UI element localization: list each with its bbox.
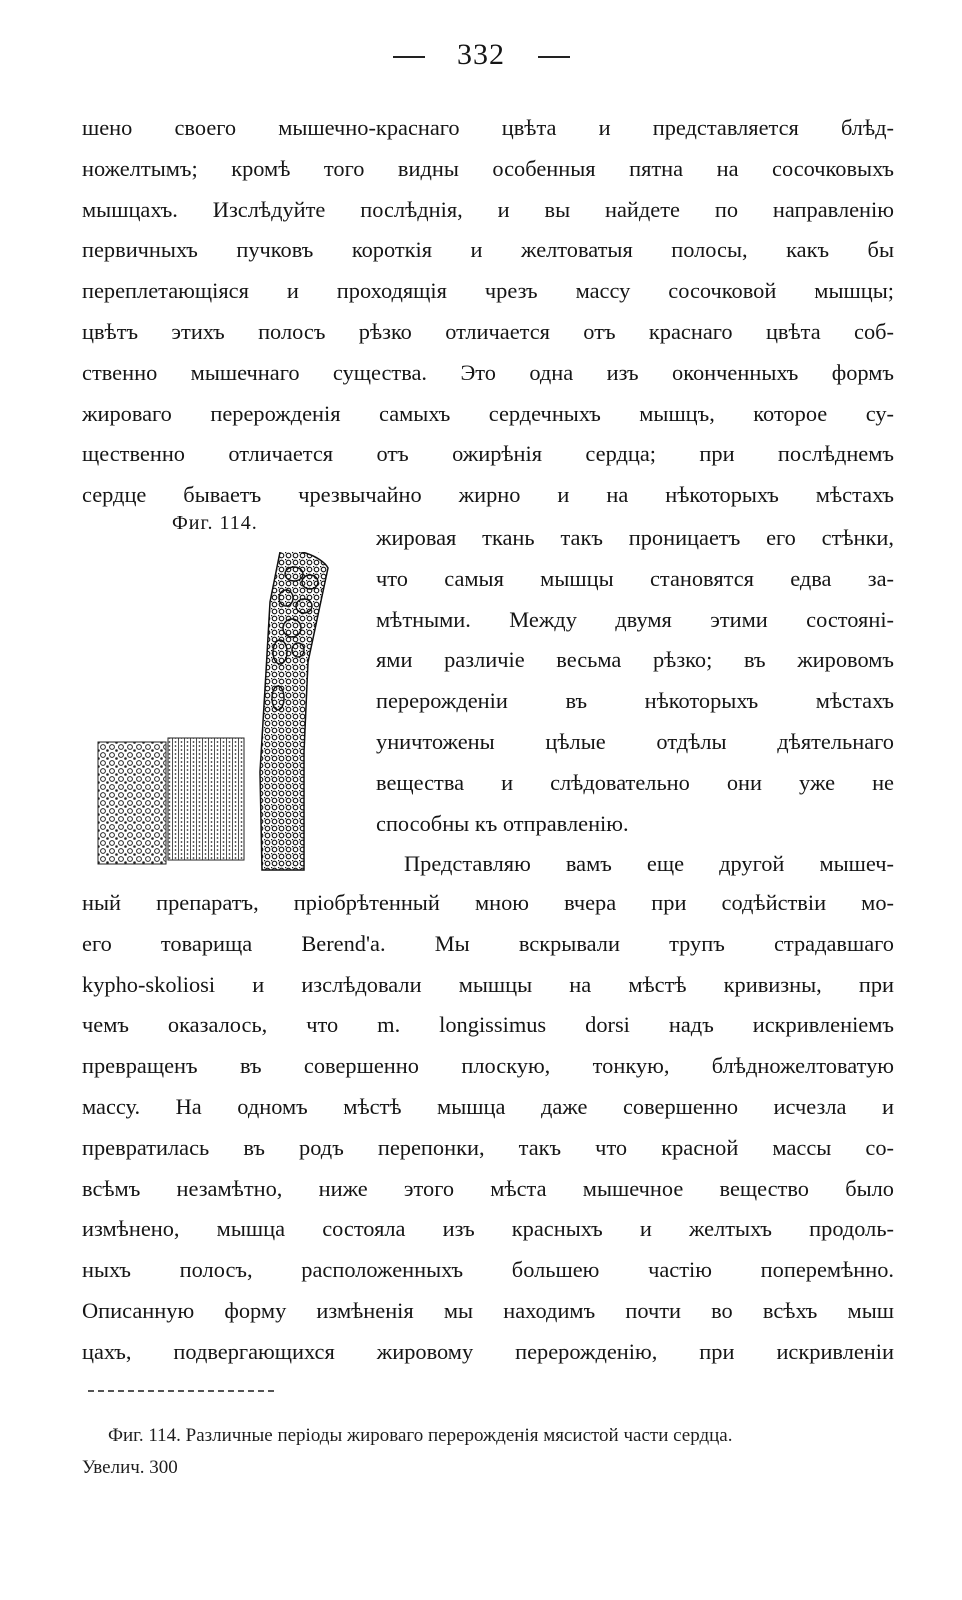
text-line: шено своего мышечно-краснаго цвѣта и представляется блѣд- xyxy=(82,115,894,140)
text-line: переплетающіяся и проходящія чрезъ массу сосочковой мышцы; xyxy=(82,278,894,304)
text-line: цвѣтъ этихъ полосъ рѣзко отличается отъ краснаго цвѣта соб- xyxy=(82,318,894,344)
text-line: уничтожены цѣлые отдѣлы дѣятельнаго xyxy=(376,728,894,754)
tissue-fiber-curved xyxy=(260,552,328,870)
footnote xyxy=(82,1420,898,1484)
figure-label: Фиг. 114. xyxy=(172,512,258,534)
tissue-block-cells xyxy=(98,742,166,864)
page-number: 332 xyxy=(457,38,505,71)
text-line: жировая ткань такъ проницаетъ его стѣнки, xyxy=(376,525,894,550)
histology-illustration xyxy=(82,552,357,872)
text-line: Описанную форму измѣненія мы находимъ почти во всѣхъ мыш xyxy=(82,1297,894,1323)
text-line: цахъ, подвергающихся жировому перерожденію, при искривленіи xyxy=(82,1338,894,1364)
text-line: жироваго перерожденія самыхъ сердечныхъ мышцъ, которое су- xyxy=(82,400,894,426)
text-line: вещества и слѣдовательно они уже не xyxy=(376,769,894,795)
body-text-bottom xyxy=(82,883,894,1373)
text-line: kypho-skoliosi и изслѣдовали мышцы на мѣстѣ кривизны, при xyxy=(82,971,894,997)
text-line: сердце бываетъ чрезвычайно жирно и на нѣкоторыхъ мѣстахъ xyxy=(82,482,894,508)
text-line: мышцахъ. Изслѣдуйте послѣднія, и вы найдете по направленію xyxy=(82,196,894,222)
text-line: его товарища Berend'a. Мы вскрывали трупъ страдавшаго xyxy=(82,930,894,956)
header-dash-left xyxy=(393,56,425,58)
text-line: ныхъ полосъ, расположенныхъ большею частію поперемѣнно. xyxy=(82,1257,894,1283)
tissue-block-fibers xyxy=(168,738,244,860)
text-line: способны къ отправленію. xyxy=(376,810,629,836)
text-line: щественно отличается отъ ожирѣнія сердца; при послѣднемъ xyxy=(82,441,894,467)
text-line: измѣнено, мышца состояла изъ красныхъ и желтыхъ продоль- xyxy=(82,1216,894,1242)
text-line: чемъ оказалось, что m. longissimus dorsi надъ искривленіемъ xyxy=(82,1012,894,1038)
footnote-caption: Фиг. 114. Различные періоды жироваго перерожденія мясистой части сердца. xyxy=(108,1425,733,1446)
text-line: мѣтными. Между двумя этими состояні- xyxy=(376,606,894,632)
footnote-magnification: Увелич. 300 xyxy=(82,1457,178,1478)
text-line: ный препаратъ, пріобрѣтенный мною вчера при содѣйствіи мо- xyxy=(82,890,894,915)
text-line: что самыя мышцы становятся едва за- xyxy=(376,565,894,591)
text-line: ножелтымъ; кромѣ того видны особенныя пятна на сосочковыхъ xyxy=(82,155,894,181)
text-line: ями различіе весьма рѣзко; въ жировомъ xyxy=(376,647,894,673)
body-text-side xyxy=(376,518,894,885)
text-line: всѣмъ незамѣтно, ниже этого мѣста мышечное вещество было xyxy=(82,1175,894,1201)
text-line: превратилась въ родъ перепонки, такъ что красной массы со- xyxy=(82,1134,894,1160)
header-dash-right xyxy=(538,56,570,58)
text-line: первичныхъ пучковъ короткія и желтоватыя полосы, какъ бы xyxy=(82,237,894,263)
text-line: ственно мышечнаго существа. Это одна изъ оконченныхъ формъ xyxy=(82,359,894,385)
figure-114 xyxy=(82,512,357,872)
body-text-top xyxy=(82,108,894,516)
text-line: массу. На одномъ мѣстѣ мышца даже совершенно исчезла и xyxy=(82,1093,894,1119)
text-line: превращенъ въ совершенно плоскую, тонкую, блѣдножелтоватую xyxy=(82,1053,894,1079)
footnote-divider xyxy=(88,1390,274,1392)
page-header xyxy=(0,38,962,72)
text-line: перерожденіи въ нѣкоторыхъ мѣстахъ xyxy=(376,688,894,714)
text-line-indented: Представляю вамъ еще другой мышеч- xyxy=(404,851,894,877)
